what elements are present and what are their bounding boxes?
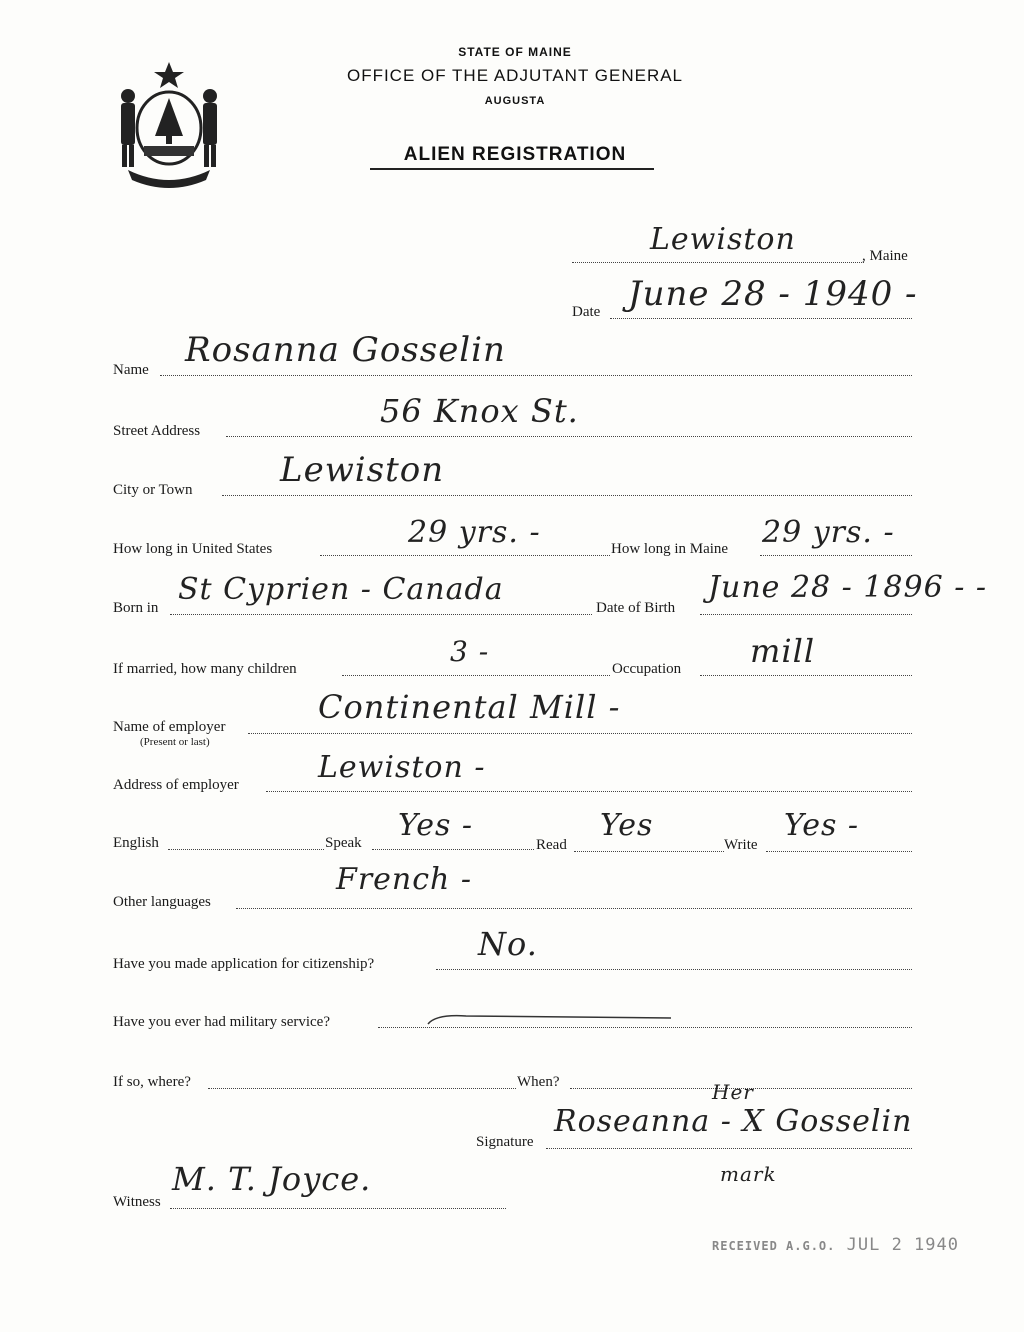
city-heading: AUGUSTA (484, 95, 546, 107)
us-years-value: 29 yrs. - (408, 515, 541, 550)
employer-address-label: Address of employer (113, 777, 239, 793)
maine-years-value: 29 yrs. - (762, 515, 895, 550)
street-label: Street Address (113, 423, 201, 439)
read-label: Read (536, 837, 567, 853)
place-value: Lewiston (650, 222, 796, 257)
stamp-date: JUL 2 1940 (846, 1235, 959, 1255)
children-value: 3 - (450, 635, 490, 668)
city-line (222, 495, 912, 496)
occupation-value: mill (750, 632, 816, 670)
when-label: When? (517, 1074, 560, 1090)
witness-line (170, 1208, 506, 1209)
employer-address-value: Lewiston - (318, 750, 486, 785)
city-label: City or Town (113, 482, 193, 498)
name-value: Rosanna Gosselin (185, 330, 506, 370)
signature-value: Roseanna - X Gosselin (554, 1104, 913, 1139)
speak-value: Yes - (398, 808, 474, 843)
employer-value: Continental Mill - (318, 688, 621, 726)
read-value: Yes (600, 808, 654, 843)
employer-label: Name of employer (113, 719, 226, 735)
city-value: Lewiston (280, 450, 445, 490)
received-stamp (712, 1235, 959, 1255)
place-line (572, 262, 864, 263)
maine-state-seal-icon (110, 58, 228, 188)
occupation-line (700, 675, 912, 676)
english-line (168, 849, 324, 850)
other-languages-line (236, 908, 912, 909)
office-heading: OFFICE OF THE ADJUTANT GENERAL (346, 66, 684, 85)
where-label: If so, where? (113, 1074, 191, 1090)
military-label: Have you ever had military service? (113, 1014, 330, 1030)
citizenship-value: No. (478, 925, 538, 963)
citizenship-label: Have you made application for citizenship? (113, 956, 375, 972)
maine-suffix: , Maine (862, 248, 908, 264)
born-in-line (170, 614, 592, 615)
name-line (160, 375, 912, 376)
dob-label: Date of Birth (596, 600, 676, 616)
name-label: Name (113, 362, 149, 378)
date-value: June 28 - 1940 - (628, 274, 918, 314)
write-label: Write (724, 837, 758, 853)
employer-sublabel: (Present or last) (140, 736, 210, 748)
signature-line (546, 1148, 912, 1149)
employer-address-line (266, 791, 912, 792)
us-years-line (320, 555, 610, 556)
stamp-prefix: RECEIVED A.G.O. (712, 1239, 836, 1253)
children-line (342, 675, 610, 676)
dob-value: June 28 - 1896 - - (708, 570, 988, 605)
signature-label: Signature (476, 1134, 534, 1150)
form-title: ALIEN REGISTRATION (403, 144, 627, 165)
title-underline (370, 168, 654, 170)
signature-above: Her (712, 1080, 754, 1104)
write-line (766, 851, 912, 852)
street-line (226, 436, 912, 437)
speak-label: Speak (325, 835, 362, 851)
other-languages-label: Other languages (113, 894, 211, 910)
where-line (208, 1088, 516, 1089)
state-heading: STATE OF MAINE (458, 45, 572, 59)
speak-line (372, 849, 534, 850)
date-label: Date (572, 304, 601, 320)
citizenship-line (436, 969, 912, 970)
maine-years-label: How long in Maine (611, 541, 729, 557)
signature-below: mark (720, 1162, 777, 1186)
military-dash-stroke (426, 1010, 676, 1030)
dob-line (700, 614, 912, 615)
occupation-label: Occupation (612, 661, 682, 677)
witness-label: Witness (113, 1194, 161, 1210)
witness-value: M. T. Joyce. (172, 1160, 372, 1198)
us-years-label: How long in United States (113, 541, 273, 557)
employer-line (248, 733, 912, 734)
write-value: Yes - (784, 808, 860, 843)
maine-years-line (760, 555, 912, 556)
born-in-label: Born in (113, 600, 159, 616)
born-in-value: St Cyprien - Canada (178, 572, 504, 607)
other-languages-value: French - (336, 862, 473, 897)
street-value: 56 Knox St. (380, 392, 579, 430)
date-line (610, 318, 912, 319)
english-label: English (113, 835, 159, 851)
children-label: If married, how many children (113, 661, 297, 677)
read-line (574, 851, 724, 852)
